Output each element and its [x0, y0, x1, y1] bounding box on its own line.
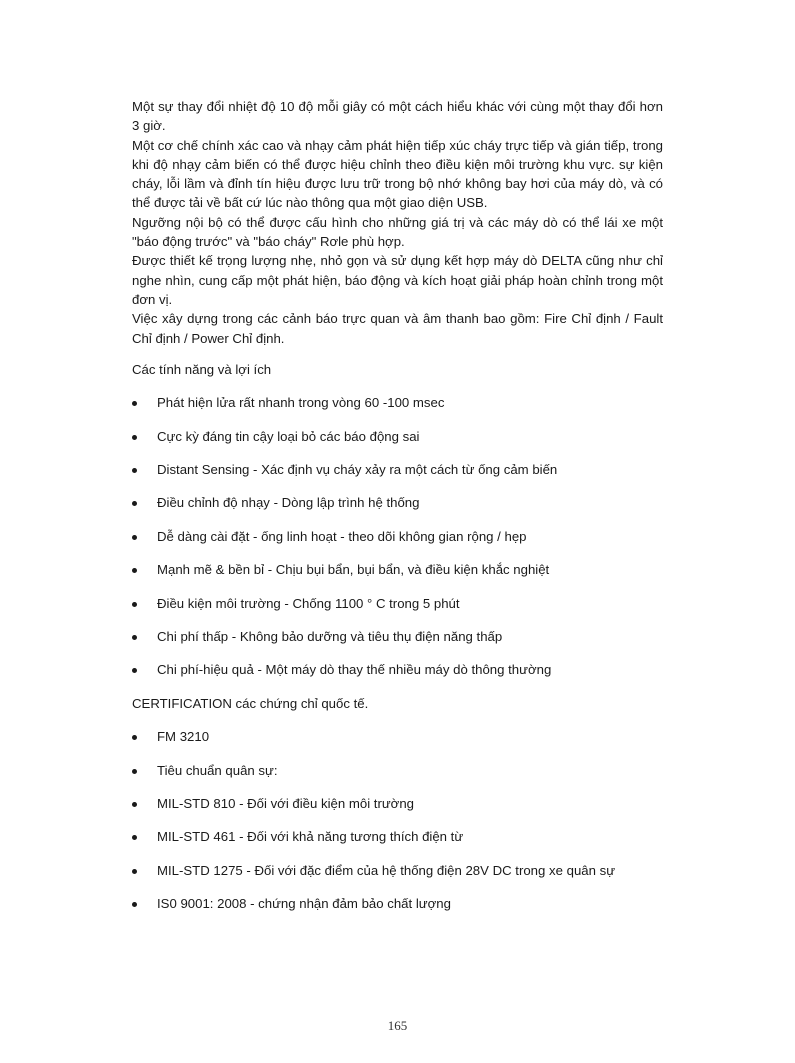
- list-item: Chi phí-hiệu quả - Một máy dò thay thế nhiều máy dò thông thường: [132, 660, 663, 679]
- list-item: MIL-STD 461 - Đối với khả năng tương thích điện từ: [132, 827, 663, 846]
- list-item: Distant Sensing - Xác định vụ cháy xảy ra một cách từ ống cảm biến: [132, 460, 663, 479]
- list-item: Chi phí thấp - Không bảo dưỡng và tiêu thụ điện năng thấp: [132, 627, 663, 646]
- certification-list: [132, 727, 663, 913]
- list-item: MIL-STD 810 - Đối với điều kiện môi trường: [132, 794, 663, 813]
- paragraph-thresholds: Ngưỡng nội bộ có thể được cấu hình cho những giá trị và các máy dò có thể lái xe một "báo động trước" và "báo cháy" Rơle phù hợp.: [132, 214, 663, 250]
- list-item: Phát hiện lửa rất nhanh trong vòng 60 -100 msec: [132, 393, 663, 412]
- list-item: Cực kỳ đáng tin cậy loại bỏ các báo động sai: [132, 427, 663, 446]
- list-item: IS0 9001: 2008 - chứng nhận đảm bảo chất lượng: [132, 894, 663, 913]
- paragraph-indicators: Việc xây dựng trong các cảnh báo trực quan và âm thanh bao gồm: Fire Chỉ định / Fault Chỉ định / Power Chỉ định.: [132, 311, 663, 346]
- list-item: Dễ dàng cài đặt - ống linh hoạt - theo dõi không gian rộng / hẹp: [132, 527, 663, 546]
- list-item: Điều kiện môi trường - Chống 1100 ° C trong 5 phút: [132, 594, 663, 613]
- features-list: [132, 393, 663, 679]
- paragraph-temperature-change: Một sự thay đổi nhiệt độ 10 độ mỗi giây có một cách hiểu khác với cùng một thay đổi hơn 3 giờ.: [132, 99, 663, 134]
- list-item: MIL-STD 1275 - Đối với đặc điểm của hệ thống điện 28V DC trong xe quân sự: [132, 861, 663, 880]
- paragraph-design: Được thiết kế trọng lượng nhẹ, nhỏ gọn và sử dụng kết hợp máy dò DELTA cũng như chỉ nghe nhìn, cung cấp một phát hiện, báo động và kích hoạt giải pháp hoàn chỉnh trong một đơn vị.: [132, 253, 663, 307]
- certification-heading: CERTIFICATION các chứng chỉ quốc tế.: [132, 695, 369, 711]
- list-item: Tiêu chuẩn quân sự:: [132, 761, 663, 780]
- features-heading: Các tính năng và lợi ích: [132, 361, 272, 377]
- paragraph-detection-mechanism: Một cơ chế chính xác cao và nhạy cảm phát hiện tiếp xúc cháy trực tiếp và gián tiếp, trong khi độ nhạy cảm biến có thể được hiệu chỉnh theo điều kiện môi trường khu vực. sự kiện cháy, lỗi lầm và đỉnh tín hiệu được lưu trữ trong bộ nhớ không bay hơi của máy dò, và có thể được tải về bất cứ lúc nào thông qua một giao diện USB.: [132, 137, 663, 211]
- page-number: 165: [387, 1018, 408, 1033]
- list-item: FM 3210: [132, 727, 663, 746]
- list-item: Điều chỉnh độ nhạy - Dòng lập trình hệ thống: [132, 493, 663, 512]
- document-body: [132, 97, 663, 913]
- list-item: Mạnh mẽ & bền bỉ - Chịu bụi bẩn, bụi bẩn, và điều kiện khắc nghiệt: [132, 560, 663, 579]
